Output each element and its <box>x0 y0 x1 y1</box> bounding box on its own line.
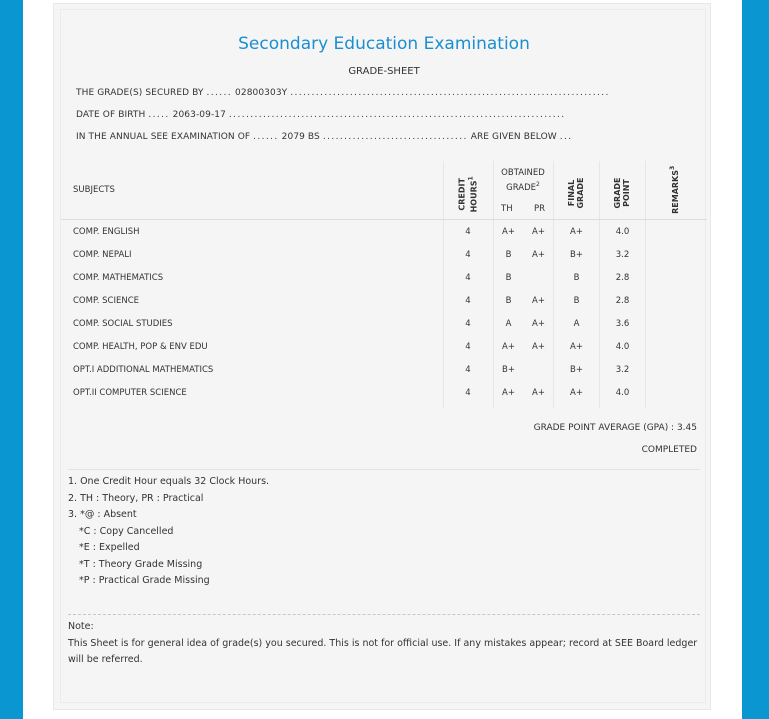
exam-label: IN THE ANNUAL SEE EXAMINATION OF <box>76 132 251 142</box>
subject-name: COMP. SOCIAL STUDIES <box>73 319 173 329</box>
table-row <box>61 335 707 358</box>
point-cell: 4.0 <box>615 227 630 237</box>
th-cell: A+ <box>502 227 515 237</box>
legend-item: *C : Copy Cancelled <box>79 525 174 537</box>
credit-hours-header: CREDIT HOURS$^1$ <box>457 176 479 213</box>
exam-year: 2079 BS <box>281 132 320 142</box>
th-cell: A+ <box>502 342 515 352</box>
legend-item: 1. One Credit Hour equals 32 Clock Hours. <box>68 476 270 487</box>
gpa-value: GRADE POINT AVERAGE (GPA) : 3.45 <box>533 423 697 433</box>
th-cell: A+ <box>502 388 515 398</box>
obtained-grade-header: OBTAINED GRADE$^2$ <box>501 168 545 193</box>
pr-cell: A+ <box>532 319 545 329</box>
given-below: ARE GIVEN BELOW <box>470 132 557 142</box>
subject-name: COMP. NEPALI <box>73 250 132 260</box>
subject-name: COMP. MATHEMATICS <box>73 273 164 283</box>
exam-title: Secondary Education Examination <box>238 34 530 54</box>
secured-by-label: THE GRADE(S) SECURED BY <box>76 88 204 98</box>
table-row <box>61 312 707 335</box>
final-cell: A+ <box>570 342 583 352</box>
credit-cell: 4 <box>465 250 471 260</box>
subject-name: OPT.I ADDITIONAL MATHEMATICS <box>73 365 214 375</box>
table-row <box>61 381 707 404</box>
credit-cell: 4 <box>465 365 471 375</box>
dob-line: DATE OF BIRTH ..... 2063-09-17 ............................................................................... <box>76 110 566 120</box>
pr-cell: A+ <box>532 227 545 237</box>
legend-item: 2. TH : Theory, PR : Practical <box>68 492 204 504</box>
left-blue-border <box>0 0 23 719</box>
point-cell: 2.8 <box>615 296 630 306</box>
legend-item: *T : Theory Grade Missing <box>79 558 203 570</box>
legend-item: *P : Practical Grade Missing <box>79 575 210 586</box>
th-cell: B+ <box>502 365 515 375</box>
subject-name: COMP. ENGLISH <box>73 227 140 237</box>
pr-cell: A+ <box>532 388 545 398</box>
table-row <box>61 243 707 266</box>
th-cell: B <box>505 273 512 283</box>
sheet-subtitle: GRADE-SHEET <box>348 66 420 77</box>
table-row <box>61 289 707 312</box>
th-cell: B <box>505 250 512 260</box>
credit-cell: 4 <box>465 319 471 329</box>
point-cell: 3.2 <box>615 365 630 375</box>
point-cell: 2.8 <box>615 273 630 283</box>
legend-item: 3. *@ : Absent <box>68 509 137 520</box>
credit-cell: 4 <box>465 296 471 306</box>
final-cell: A+ <box>570 388 583 398</box>
credit-cell: 4 <box>465 273 471 283</box>
subject-name: COMP. HEALTH, POP & ENV EDU <box>73 342 208 352</box>
grade-sheet <box>60 9 706 703</box>
pr-cell: A+ <box>532 250 545 260</box>
dob-label: DATE OF BIRTH <box>76 110 146 120</box>
exam-year-line: IN THE ANNUAL SEE EXAMINATION OF ...... 2079 BS .................................. ARE GIVEN BELOW ... <box>76 132 573 142</box>
note-text: This Sheet is for general idea of grade(s) you secured. This is not for official use. If any mistakes appear; record at SEE Board ledger will be referred. <box>68 637 698 665</box>
secured-by-line: THE GRADE(S) SECURED BY ...... 02800303Y ........................................................................... <box>76 88 610 98</box>
final-cell: B+ <box>570 250 583 260</box>
final-cell: A <box>573 319 580 329</box>
credit-cell: 4 <box>465 388 471 398</box>
status-value: COMPLETED <box>641 445 697 455</box>
th-cell: B <box>505 296 512 306</box>
th-cell: A <box>505 319 512 329</box>
subject-name: OPT.II COMPUTER SCIENCE <box>73 388 187 398</box>
point-cell: 3.6 <box>615 319 630 329</box>
right-blue-border <box>742 0 769 719</box>
subjects-header: SUBJECTS <box>73 185 115 195</box>
credit-cell: 4 <box>465 227 471 237</box>
final-cell: A+ <box>570 227 583 237</box>
credit-cell: 4 <box>465 342 471 352</box>
pr-cell: A+ <box>532 296 545 306</box>
point-cell: 4.0 <box>615 388 630 398</box>
pr-cell: A+ <box>532 342 545 352</box>
final-cell: B <box>573 273 580 283</box>
final-cell: B+ <box>570 365 583 375</box>
point-cell: 3.2 <box>615 250 630 260</box>
dob-value: 2063-09-17 <box>172 110 226 120</box>
final-grade-header: FINAL GRADE <box>567 177 585 209</box>
table-header <box>61 161 707 220</box>
th-header: TH <box>501 204 513 214</box>
legend-item: *E : Expelled <box>79 542 140 553</box>
legend <box>68 469 700 590</box>
symbol-number: 02800303Y <box>235 88 288 98</box>
table-row <box>61 266 707 289</box>
note-label: Note: <box>68 621 94 632</box>
remarks-header: REMARKS$^3$ <box>669 165 680 214</box>
grade-point-header: GRADE POINT <box>613 177 631 209</box>
pr-header: PR <box>534 204 546 214</box>
table-row <box>61 358 707 381</box>
note-block <box>68 614 700 669</box>
point-cell: 4.0 <box>615 342 630 352</box>
final-cell: B <box>573 296 580 306</box>
subject-name: COMP. SCIENCE <box>73 296 140 306</box>
table-row <box>61 220 707 243</box>
